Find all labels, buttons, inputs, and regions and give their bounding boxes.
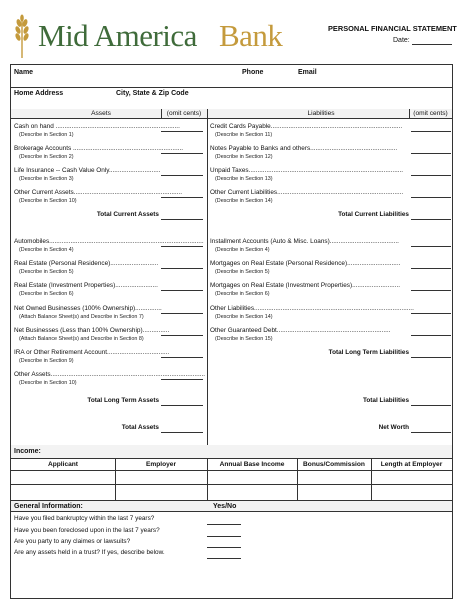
liability-amount-field[interactable]	[411, 335, 451, 336]
liability-row-note: (Describe in Section 13)	[215, 176, 273, 182]
date-field[interactable]	[412, 44, 452, 45]
name-label: Name	[14, 69, 34, 76]
liability-row-label: Mortgages on Real Estate (Investment Properties)...........................	[210, 282, 401, 289]
asset-row-label: Real Estate (Investment Properties)........................	[14, 282, 158, 289]
phone-label: Phone	[242, 69, 264, 76]
liabilities-omit-cents: (omit cents)	[413, 110, 448, 117]
logo-word-bank: Bank	[219, 18, 283, 53]
total-liabilities-label: Total Liabilities	[362, 397, 409, 404]
liability-row-label: Mortgages on Real Estate (Personal Residence)..............................	[210, 260, 401, 267]
total-long-term-liabilities-label: Total Long Term Liabilities	[328, 349, 409, 356]
liability-row-note: (Describe in Section 6)	[215, 291, 270, 297]
total-current-assets-field[interactable]	[161, 219, 203, 220]
total-long-term-liabilities-field[interactable]	[411, 357, 451, 358]
income-row[interactable]	[11, 470, 452, 484]
home-address-label: Home Address	[14, 90, 64, 97]
assets-liabilities-divider	[207, 109, 208, 445]
income-table	[11, 458, 452, 500]
liability-row-label: Installment Accounts (Auto & Misc. Loans).......................................	[210, 238, 399, 245]
question-bankruptcy: Have you filed bankruptcy within the last 7 years?	[14, 515, 155, 522]
total-current-liabilities-label: Total Current Liabilities	[338, 211, 409, 218]
asset-amount-field[interactable]	[161, 153, 203, 154]
city-state-zip-label: City, State & Zip Code	[116, 90, 189, 97]
liability-amount-field[interactable]	[411, 313, 451, 314]
liability-row-note: (Describe in Section 14)	[215, 314, 273, 320]
total-liabilities-field[interactable]	[411, 405, 451, 406]
email-label: Email	[298, 69, 317, 76]
question-lawsuits: Are you party to any claimes or lawsuits?	[14, 538, 131, 545]
liability-amount-field[interactable]	[411, 197, 451, 198]
asset-row-note: (Attach Balance Sheet(s) and Describe in Section 8)	[19, 336, 144, 342]
total-current-assets-label: Total Current Assets	[96, 211, 159, 218]
income-col-employer: Employer	[145, 461, 177, 468]
liability-row-note: (Describe in Section 12)	[215, 154, 273, 160]
trust-description-field[interactable]	[14, 565, 449, 595]
answer-trust[interactable]	[207, 558, 241, 559]
asset-amount-field[interactable]	[161, 290, 203, 291]
home-address-field[interactable]	[11, 98, 452, 108]
total-assets-field[interactable]	[161, 432, 203, 433]
question-trust: Are any assets held in a trust? If yes, describe below.	[14, 549, 165, 556]
asset-row-label: IRA or Other Retirement Account...................................	[14, 349, 170, 356]
asset-amount-field[interactable]	[161, 379, 203, 380]
liability-row-label: Other Guaranteed Debt................................................................	[210, 327, 391, 334]
liability-amount-field[interactable]	[411, 290, 451, 291]
answer-bankruptcy[interactable]	[207, 524, 241, 525]
liabilities-heading: Liabilities	[307, 110, 335, 117]
income-label: Income:	[14, 448, 41, 455]
financial-statement-form	[10, 64, 453, 599]
asset-amount-field[interactable]	[161, 357, 203, 358]
asset-row-label: Cash on hand ......................................................................	[14, 123, 180, 130]
liability-row-label: Credit Cards Payable..........................................................................	[210, 123, 403, 130]
yes-no-header: Yes/No	[213, 503, 237, 510]
date-label: Date:	[393, 37, 410, 44]
asset-amount-field[interactable]	[161, 131, 203, 132]
liability-row-label: Notes Payable to Banks and others.................................................	[210, 145, 398, 152]
asset-row-note: (Describe in Section 5)	[19, 269, 74, 275]
income-col-bonus: Bonus/Commission	[303, 461, 365, 468]
liability-amount-field[interactable]	[411, 131, 451, 132]
asset-amount-field[interactable]	[161, 335, 203, 336]
question-foreclosure: Have you been foreclosed upon in the last 7 years?	[14, 527, 160, 534]
liability-amount-field[interactable]	[411, 153, 451, 154]
income-row[interactable]	[11, 484, 452, 498]
asset-amount-field[interactable]	[161, 246, 203, 247]
income-col-applicant: Applicant	[47, 461, 79, 468]
asset-row-note: (Attach Balance Sheet(s) and Describe in Section 7)	[19, 314, 144, 320]
asset-amount-field[interactable]	[161, 313, 203, 314]
liability-row-note: (Describe in Section 11)	[215, 132, 273, 138]
asset-row-label: Brokerage Accounts ..............................................................	[14, 145, 184, 152]
asset-amount-field[interactable]	[161, 268, 203, 269]
total-assets-label: Total Assets	[121, 424, 159, 431]
asset-row-label: Net Businesses (Less than 100% Ownership)...............	[14, 327, 170, 334]
asset-row-note: (Describe in Section 10)	[19, 380, 77, 386]
total-long-term-assets-field[interactable]	[161, 405, 203, 406]
asset-row-label: Other Current Assets.............................................................	[14, 189, 182, 196]
income-col-length: Length at Employer	[380, 461, 443, 468]
total-current-liabilities-field[interactable]	[411, 219, 451, 220]
assets-heading: Assets	[91, 110, 111, 117]
liability-row-note: (Describe in Section 4)	[215, 247, 270, 253]
liability-row-note: (Describe in Section 15)	[215, 336, 273, 342]
asset-row-label: Life Insurance -- Cash Value Only.............................	[14, 167, 161, 174]
asset-row-label: Other Assets.......................................................................................	[14, 371, 206, 378]
asset-row-label: Net Owned Businesses (100% Ownership)...............	[14, 305, 162, 312]
asset-row-note: (Describe in Section 9)	[19, 358, 74, 364]
answer-lawsuits[interactable]	[207, 547, 241, 548]
asset-row-note: (Describe in Section 4)	[19, 247, 74, 253]
liability-row-note: (Describe in Section 14)	[215, 198, 273, 204]
asset-row-note: (Describe in Section 6)	[19, 291, 74, 297]
asset-amount-field[interactable]	[161, 175, 203, 176]
liability-row-label: Other Current Liabilities.......................................................................	[210, 189, 404, 196]
net-worth-label: Net Worth	[378, 424, 409, 431]
wheat-icon	[10, 14, 34, 58]
asset-row-label: Real Estate (Personal Residence)...........................	[14, 260, 159, 267]
liability-amount-field[interactable]	[411, 246, 451, 247]
net-worth-field[interactable]	[411, 432, 451, 433]
total-long-term-assets-label: Total Long Term Assets	[87, 397, 159, 404]
asset-row-note: (Describe in Section 3)	[19, 176, 74, 182]
logo-word-mid-america: Mid America	[38, 18, 197, 53]
asset-row-note: (Describe in Section 2)	[19, 154, 74, 160]
asset-row-label: Automobiles.......................................................................................	[14, 238, 204, 245]
name-field[interactable]	[11, 77, 241, 87]
liability-amount-field[interactable]	[411, 268, 451, 269]
answer-foreclosure[interactable]	[207, 536, 241, 537]
asset-amount-field[interactable]	[161, 197, 203, 198]
income-col-annual-base: Annual Base Income	[219, 461, 285, 468]
liability-row-label: Other Liabilities..........................................................................................	[210, 305, 414, 312]
form-title: PERSONAL FINANCIAL STATEMENT	[328, 24, 457, 33]
liability-row-label: Unpaid Taxes.......................................................................................	[210, 167, 404, 174]
liability-row-note: (Describe in Section 5)	[215, 269, 270, 275]
liability-amount-field[interactable]	[411, 175, 451, 176]
assets-omit-cents: (omit cents)	[166, 110, 202, 117]
bank-logo	[10, 12, 300, 60]
asset-row-note: (Describe in Section 1)	[19, 132, 74, 138]
general-info-label: General Information:	[14, 503, 83, 510]
asset-row-note: (Describe in Section 10)	[19, 198, 77, 204]
